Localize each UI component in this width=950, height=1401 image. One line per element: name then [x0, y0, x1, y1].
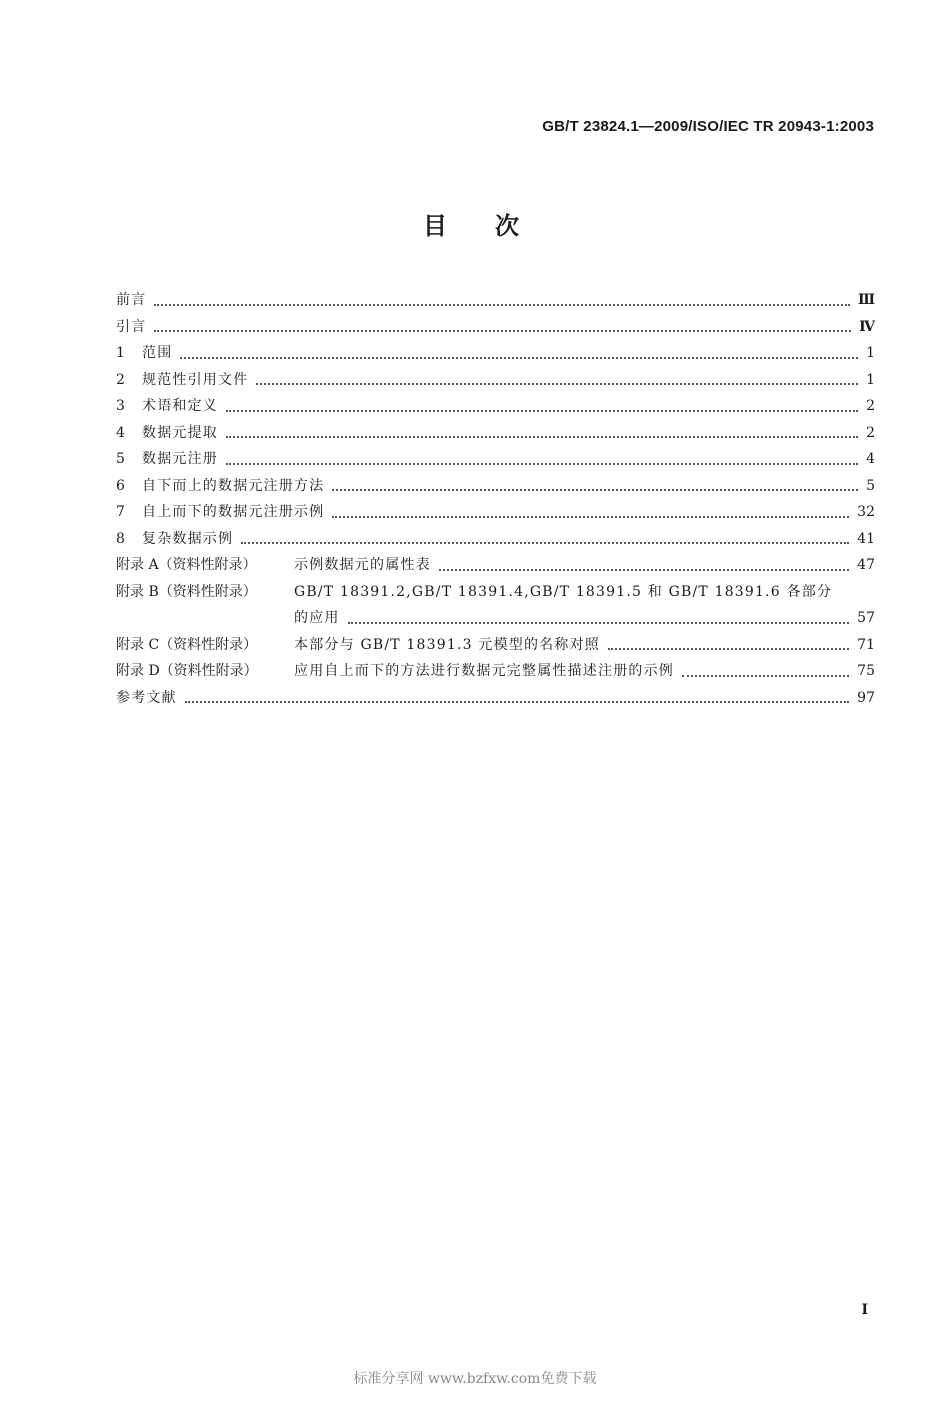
toc-entry-page: 4 — [866, 451, 875, 467]
watermark-suffix: 免费下载 — [540, 1371, 597, 1387]
toc-entry-prefix: 4 — [116, 424, 125, 441]
toc-entry-page: 71 — [857, 636, 875, 653]
toc-entry-prefix: 附录 C（资料性附录） — [116, 636, 258, 653]
toc-leader-dots — [439, 569, 849, 571]
toc-entry-prefix: 6 — [116, 477, 125, 494]
toc-entry-page: 2 — [866, 424, 875, 441]
toc-entry-label: 示例数据元的属性表 — [294, 557, 431, 573]
toc-leader-dots — [332, 516, 849, 518]
toc-leader-dots — [608, 648, 849, 650]
toc-entry-label: 自上而下的数据元注册示例 — [142, 504, 325, 520]
toc-entry-label: 应用自上而下的方法进行数据元完整属性描述注册的示例 — [294, 663, 674, 679]
page-number: I — [861, 1302, 868, 1318]
toc-entry-label: 数据元注册 — [142, 451, 218, 467]
toc-entry-prefix: 附录 D（资料性附录） — [116, 663, 258, 679]
toc-leader-dots — [241, 542, 849, 544]
toc-entry[interactable] — [116, 552, 875, 579]
toc-entry-page: 41 — [857, 530, 875, 547]
toc-leader-dots — [185, 701, 849, 703]
toc-entry-page: 75 — [857, 663, 875, 679]
toc-entry-page: 47 — [857, 557, 875, 573]
table-of-contents — [116, 287, 875, 711]
page-title: 目次 — [423, 211, 567, 240]
toc-entry-prefix: 1 — [116, 345, 125, 361]
toc-leader-dots — [180, 357, 858, 359]
toc-leader-dots — [154, 304, 850, 306]
toc-entry[interactable] — [116, 287, 875, 314]
toc-leader-dots — [226, 463, 858, 465]
toc-entry-label: 数据元提取 — [142, 424, 218, 441]
toc-entry[interactable] — [116, 685, 875, 712]
toc-entry-label: 规范性引用文件 — [142, 371, 249, 388]
toc-entry-page: Ⅳ — [859, 318, 875, 335]
toc-leader-dots — [154, 330, 851, 332]
toc-entry-prefix: 附录 B（资料性附录） — [116, 583, 257, 600]
toc-entry-prefix: 5 — [116, 451, 125, 467]
toc-entry-page: Ⅲ — [857, 292, 875, 308]
toc-entry-page: 32 — [857, 504, 875, 520]
toc-leader-dots — [226, 410, 858, 412]
toc-entry-label: 参考文献 — [116, 689, 177, 706]
toc-entry-label: 术语和定义 — [142, 398, 218, 414]
watermark-url[interactable]: www.bzfxw.com — [427, 1371, 541, 1387]
toc-entry-prefix: 2 — [116, 371, 125, 388]
toc-entry-page: 97 — [857, 689, 875, 706]
toc-entry[interactable] — [116, 367, 875, 394]
toc-entry[interactable] — [116, 393, 875, 420]
toc-entry-page: 1 — [866, 345, 875, 361]
toc-leader-dots — [682, 675, 849, 677]
toc-entry-label: 自下而上的数据元注册方法 — [142, 477, 325, 494]
toc-leader-dots — [256, 383, 858, 385]
toc-entry-label: 复杂数据示例 — [142, 530, 234, 547]
toc-entry[interactable] — [116, 446, 875, 473]
standard-code-header: GB/T 23824.1—2009/ISO/IEC TR 20943-1:2003 — [542, 118, 874, 135]
toc-leader-dots — [332, 489, 858, 491]
toc-entry[interactable] — [116, 340, 875, 367]
toc-entry-label: 本部分与 GB/T 18391.3 元模型的名称对照 — [294, 636, 600, 653]
toc-entry-label: GB/T 18391.2,GB/T 18391.4,GB/T 18391.5 和 GB/T 18391.6 各部分 — [294, 583, 833, 600]
toc-entry-page: 5 — [866, 477, 875, 494]
toc-entry[interactable] — [116, 605, 875, 632]
watermark-text: 标准分享网 — [353, 1371, 424, 1387]
toc-entry-prefix: 3 — [116, 398, 125, 414]
toc-entry[interactable] — [116, 658, 875, 685]
toc-entry-prefix: 附录 A（资料性附录） — [116, 557, 257, 573]
toc-entry-prefix: 8 — [116, 530, 125, 547]
toc-entry[interactable] — [116, 420, 875, 447]
toc-entry-label: 前言 — [116, 292, 147, 308]
toc-entry[interactable] — [116, 314, 875, 341]
toc-entry[interactable] — [116, 473, 875, 500]
toc-entry-label: 引言 — [116, 318, 147, 335]
toc-entry-page: 57 — [857, 610, 875, 626]
toc-entry[interactable] — [116, 632, 875, 659]
toc-entry-page: 1 — [866, 371, 875, 388]
toc-entry[interactable] — [116, 579, 875, 606]
toc-entry-label: 范围 — [142, 345, 173, 361]
watermark — [0, 1368, 950, 1388]
toc-entry[interactable] — [116, 526, 875, 553]
toc-entry-page: 2 — [866, 398, 875, 414]
toc-leader-dots — [226, 436, 858, 438]
toc-entry-prefix: 7 — [116, 504, 125, 520]
toc-entry[interactable] — [116, 499, 875, 526]
toc-entry-label: 的应用 — [294, 610, 340, 626]
toc-leader-dots — [348, 622, 850, 624]
